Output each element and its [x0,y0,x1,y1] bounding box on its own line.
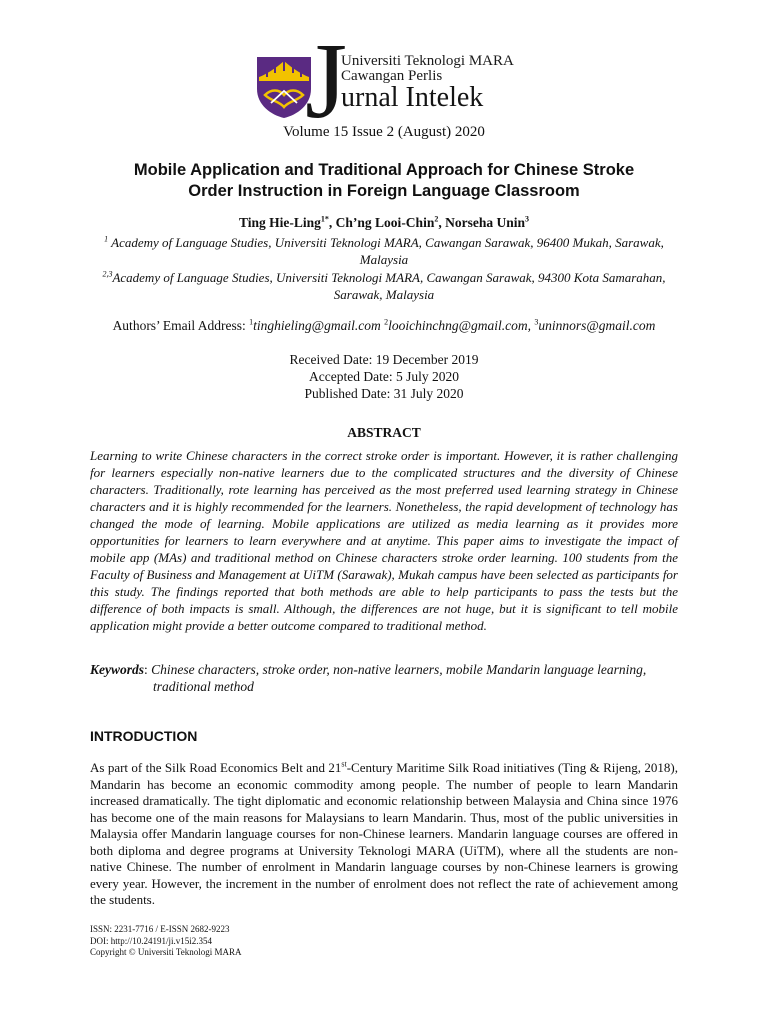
page-footer: ISSN: 2231-7716 / E-ISSN 2682-9223 DOI: http://10.24191/ji.v15i2.354 Copyright © Universiti Teknologi MARA [90,924,242,957]
email-link-2[interactable]: looichinchng@gmail.com, [388,318,531,333]
volume-issue: Volume 15 Issue 2 (August) 2020 [283,124,485,140]
abstract-text: Learning to write Chinese characters in the correct stroke order is important. However, it is rather challenging for learners especially non-native learners due to the complicated structures and the diversity of Chinese characters. Traditionally, rote learning has perceived as the most preferred used learning strategy in Chinese characters and it is highly recommended for the learners. Nonetheless, the rapid development of technology has changed the mode of learning. Mobile applications are utilized as media learning as it provides more opportunities for learners to learn everywhere and at anytime. This paper aims to investigate the impact of mobile app (MAs) and traditional method on Chinese characters stroke order learning. 100 students from the Faculty of Business and Management at UiTM (Sarawak), Mukah campus have been selected as participants for this study. The findings reported that both methods are able to help participants to pass the tests but the difference of both impacts is small. Although, the differences are not huge, but it is significant to tell mobile application might provide a better outcome compared to traditional method. [90,448,678,633]
section-heading-introduction: INTRODUCTION [90,728,198,744]
journal-initial: J [305,22,348,141]
paper-title: Mobile Application and Traditional Approach for Chinese Stroke Order Instruction in Foreign Language Classroom [133,161,635,200]
doi-link[interactable]: DOI: http://10.24191/ji.v15i2.354 [90,935,213,946]
journal-name: urnal Intelek [341,82,484,113]
affiliation-1: $^1$ Academy of Language Studies, Universiti Teknologi MARA, Cawangan Sarawak, 96400 Mukah, Sarawak, Malaysia [104,234,664,267]
keywords: Keywords: Chinese characters, stroke order, non-native learners, mobile Mandarin language learning, traditional method [90,662,647,694]
author-emails: Authors’ Email Address: $^1$tinghieling@gmail.com $^2$looichinchng@gmail.com, $^3$uninnors@gmail.com [112,317,656,333]
affiliation-2: $^{2,3}$Academy of Language Studies, Universiti Teknologi MARA, Cawangan Sarawak, 94300 Kota Samarahan, Sarawak, Malaysia [102,269,666,302]
publication-dates: Received Date: 19 December 2019 Accepted Date: 5 July 2020 Published Date: 31 July 2020 [289,352,479,401]
institution-name: Universiti Teknologi MARA Cawangan Perlis [341,53,514,84]
author-list: Ting Hie-Ling$^{1*}$, Ch’ng Looi-Chin$^2$, Norseha Unin$^3$ [239,214,529,230]
abstract-heading: ABSTRACT [347,425,421,440]
email-link-3[interactable]: uninnors@gmail.com [538,318,656,333]
introduction-paragraph: As part of the Silk Road Economics Belt and 21st-Century Maritime Silk Road initiatives (Ting & Rijeng, 2018), Mandarin has become an economic commodity among people. The number of people to learn Mandarin increased dramatically. The tight diplomatic and economic relationship between Malaysia and China since 1976 has become one of the main reasons for Malaysians to learn Mandarin. Thus, most of the public universities in Malaysia offer Mandarin language courses for non-Chinese learners. Mandarin language courses are offered in both diploma and degree programs at University Teknologi MARA (UiTM), where all the students are non-native Chinese. The number of enrolment in Mandarin language courses by non-Chinese learners is growing every year. However, the increment in the number of enrolment does not reflect the rate of achievement among the students. [90,759,678,907]
email-link-1[interactable]: tinghieling@gmail.com [253,318,381,333]
